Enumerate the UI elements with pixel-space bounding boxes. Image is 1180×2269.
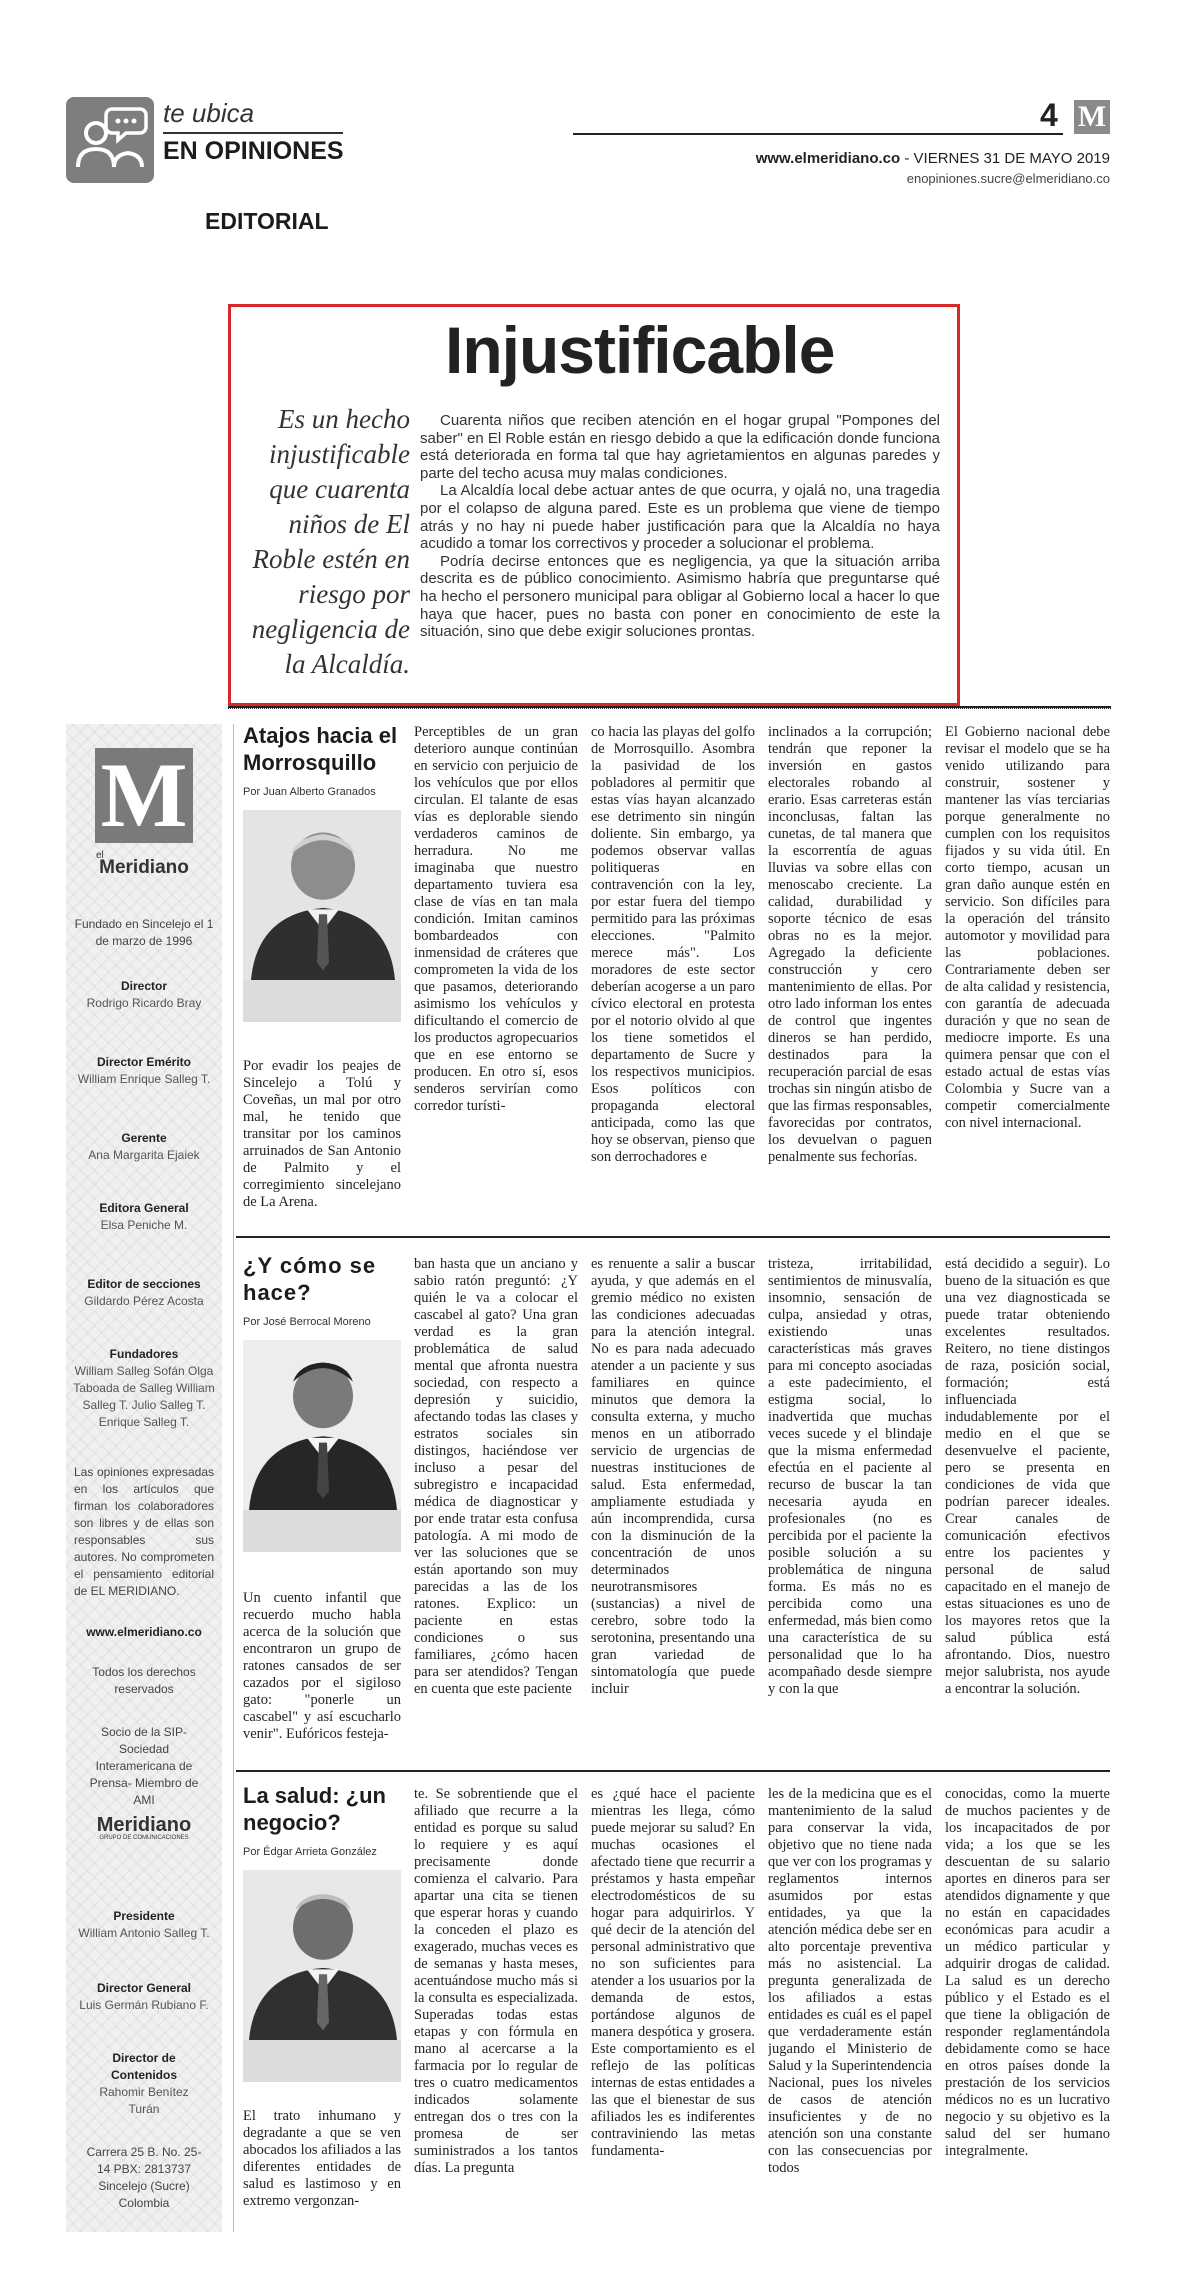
article-lead: Por evadir los peajes de Sincelejo a Tolú y Coveñas, un mal por otro mal, he tenido que transitar por los caminos arruinados de San Antonio de Palmito y el corregimiento sincelejano de La Arena. (243, 1058, 401, 1210)
article-column: co hacia las playas del golfo de Morrosquillo. Asombra la pasividad de los pobladores al permitir que estas vías hayan alcanzado ese detrimento sin ningún doliente. Sin embargo, ya podemos observar vallas politiqueras en contravención con la ley, por estar fuera del tiempo permitido para las próximas elecciones. "Palmito merece más". Los moradores de este sector deberían acogerse a un paro cívico electoral en protesta por el notorio olvido al que los tiene sometidos el departamento de Sucre y los respectivos municipios. Esos políticos con propaganda electoral anticipada, como las que hoy se observan, pienso que son derrochadores e (591, 724, 755, 1165)
article-byline: Por José Berrocal Moreno (243, 1316, 371, 1328)
page-header (0, 0, 1180, 240)
article-column: te. Se sobrentiende que el afiliado que recurre a la entidad es porque su salud lo requiere y es aquí precisamente donde comienza el calvario. Para apartar una cita se tienen que esperar horas y cuando la conceden el plazo es exagerado, muchas veces es de semanas y hasta meses, acentuándose mucho más si la consulta es especializada. Superadas todas estas etapas y con fórmula en mano al acercarse a la farmacia por lo regular de tres o cuatro medicamentos indicados solamente entregan dos o tres con la promesa de ser suministrados a los tantos días. La pregunta (414, 1786, 578, 2176)
article-column: es ¿qué hace el paciente mientras les llega, cómo puede mejorar su salud? En muchas ocasiones el afectado tiene que recurrir a préstamos y hasta empeñar electrodomésticos de su hogar para adquirirlos. Y qué decir de la atención del personal administrativo que no son suficientes para atender a los usuarios por la demanda de estos, portándose algunos de manera despótica y grosera. Este comportamiento es el reflejo de las políticas internas de estas entidades a las que el bienestar de sus afiliados les es indiferentes contraviniendo las metas fundamenta- (591, 1786, 755, 2159)
staff-name: Luis Germán Rubiano F. (79, 1998, 209, 2012)
article-divider (236, 1770, 1110, 1772)
article-byline: Por Édgar Arrieta González (243, 1846, 377, 1858)
brand-name (66, 850, 222, 879)
kicker-te-ubica: te ubica (163, 98, 255, 128)
editorial-paragraph: La Alcaldía local debe actuar antes de que ocurra, y ojalá no, una tragedia por el colapso de alguna pared. Este es un problema que viene de tiempo atrás y no hay ni puede haber justificación para que la Alcaldía no haya acudido a tomar los correctivos y proceder a solucionar el problema. (420, 482, 940, 553)
staff-name: Rodrigo Ricardo Bray (86, 996, 202, 1010)
kicker-en-opiniones: EN OPINIONES (163, 137, 344, 165)
staff-editora (70, 1200, 218, 1234)
group-subtitle: GRUPO DE COMUNICACIONES (99, 1835, 189, 1841)
article-lead: El trato inhumano y degradante a que se ven abocados los afiliados a las diferentes entidades de salud es lastimoso y en extremo vergonzan- (243, 2108, 401, 2209)
header-rule (573, 133, 1063, 135)
contact-email[interactable]: enopiniones.sucre@elmeridiano.co (906, 171, 1110, 186)
staff-role: Editora General (99, 1201, 189, 1215)
editorial-paragraph: Cuarenta niños que reciben atención en el hogar grupal "Pompones del saber" en El Roble están en riesgo debido a que la edificación donde funciona está deteriorada en forma tal que hay agrietamientos en algunas paredes y parte del techo acusa muy malas condiciones. (420, 412, 940, 482)
article-divider (236, 1236, 1110, 1238)
sip-membership: Socio de la SIP- Sociedad Interamericana de Prensa- Miembro de AMI (89, 1725, 199, 1807)
staff-director-general (70, 1980, 218, 2014)
man-portrait-icon (243, 1870, 401, 2082)
meridiano-logo-small: M (1074, 100, 1110, 134)
group-logo (66, 1814, 222, 1841)
staff-role: Fundadores (109, 1347, 179, 1361)
editorial-title: Injustificable (445, 313, 835, 387)
editorial-paragraph: Podría decirse entonces que es negligencia, ya que la situación arriba descrita es de público conocimiento. Asimismo habría que preguntarse qué ha hecho el personero municipal para obligar al Gobierno local a hacer lo que haya que hacer, pues no basta con poner en conocimiento de este la situación, sino que debe exigir soluciones prontas. (420, 552, 940, 641)
staff-role: Director de Contenidos (111, 2051, 177, 2082)
staff-emerito (70, 1054, 218, 1088)
founded-note: Fundado en Sincelejo el 1 de marzo de 1996 (74, 917, 214, 948)
site-link[interactable]: www.elmeridiano.co (755, 150, 901, 167)
staff-name: Rahomir Benítez Turán (99, 2085, 189, 2116)
man-portrait-icon (243, 810, 401, 1022)
article-column: Perceptibles de un gran deterioro aunque continúan en servicio con perjuicio de los vehículos que por ellos circulan. El talante de esas vías es deplorable siendo verdaderos caminos de herradura. No me imaginaba que nuestro departamento tuviera esa clase de vías en tan mala condición. Imitan caminos bombardeados con inmensidad de cráteres que comprometen la vida de los que pasamos, deteriorando asimismo los vehículos y dificultando el comercio de los productos agropecuarios que en ese entorno se producen. En otro sí, esos senderos servirían como corredor turísti- (414, 724, 578, 1114)
staff-secciones (70, 1276, 218, 1310)
article-title: Atajos hacia el Morrosquillo (243, 723, 398, 775)
issue-date: - VIERNES 31 DE MAYO 2019 (900, 150, 1110, 167)
article-column: tristeza, irritabilidad, sentimientos de minusvalía, insomnio, sensación de culpa, ansiedad y otras, existiendo unas características más graves para mi concepto asociadas a este padecimiento, el estigma social, lo inadvertida que muchas veces sucede y el blindaje que la misma enfermedad efectúa en el paciente al recurso de buscar la tan necesaria ayuda en profesionales (no es percibida por el paciente la posible solución a su problemática de ninguna forma. Es más no es percibida como una enfermedad, más bien como una característica de su personalidad que lo ha acompañado desde siempre y con la que (768, 1256, 932, 1697)
editorial-pull-quote: Es un hecho injustificable que cuarenta niños de El Roble estén en riesgo por negligencia de la Alcaldía. (251, 404, 410, 679)
brand-prefix: el (96, 850, 104, 861)
staff-name: William Enrique Salleg T. (77, 1072, 211, 1086)
staff-gerente (70, 1130, 218, 1164)
group-brand: Meridiano (96, 1814, 192, 1836)
masthead-sidebar (66, 724, 222, 2232)
address: Carrera 25 B. No. 25-14 PBX: 2813737 Sincelejo (Sucre) Colombia (86, 2145, 202, 2210)
article-byline: Por Juan Alberto Granados (243, 786, 376, 798)
section-divider (228, 706, 1111, 709)
staff-contenidos (70, 2050, 218, 2118)
sidebar-website[interactable]: www.elmeridiano.co (86, 1625, 202, 1639)
rights-note: Todos los derechos reservados (92, 1665, 196, 1696)
staff-presidente (70, 1908, 218, 1942)
staff-role: Director General (96, 1981, 192, 1995)
staff-role: Gerente (121, 1131, 167, 1145)
article-title: La salud: ¿un negocio? (243, 1783, 386, 1835)
dateline (756, 150, 1110, 167)
staff-name: William Salleg Sofán Olga Taboada de Salleg William Salleg T. Julio Salleg T. Enrique Salleg T. (73, 1364, 215, 1429)
article-column: El Gobierno nacional debe revisar el modelo que se ha venido utilizando para construir, sostener y mantener las vías terciarias porque generalmente no cumplen con los requisitos fijados y su vida útil. En corto tiempo, acusan un gran daño aunque estén en servicio. Son difíciles para la operación del tránsito automotor y movilidad para las poblaciones. Contrariamente deben ser de alta calidad y resistencia, con garantía de adecuada duración y que no sean de mediocre importe. Es una quimera pensar que con el estado actual de estas vías Colombia y Sucre van a competir comercialmente con nivel internacional. (945, 724, 1110, 1131)
staff-role: Director (120, 979, 167, 993)
staff-name: Gildardo Pérez Acosta (84, 1294, 204, 1308)
disclaimer: Las opiniones expresadas en los artículos que firman los colaboradores son libres y de ellas son responsables sus autores. No comprometen el pensamiento editorial de EL MERIDIANO. (74, 1465, 214, 1598)
article-column: es renuente a salir a buscar ayuda, y que además en el gremio médico no existen las condiciones adecuadas para la atención integral. No es para nada adecuado atender a un paciente y sus familiares en quince minutos que demora la consulta externa, y mucho menos en un atiborrado servicio de urgencias de nuestras instituciones de salud. Esta enfermedad, ampliamente estudiada y aún incomprendida, cursa con la disminución de la concentración de unos determinados neurotransmisores (sustancias) a nivel de cerebro, sobre todo la serotonina, presentando una gran variedad de sintomatología que puede incluir (591, 1256, 755, 1697)
meridiano-logo: M (95, 748, 193, 843)
staff-name: William Antonio Salleg T. (78, 1926, 210, 1940)
article-title: ¿Y cómo se hace? (243, 1253, 377, 1305)
article-column: les de la medicina que es el mantenimiento de la salud para conservar la vida, objetivo que no tiene nada que ver con los programas y reglamentos internos asumidos por estas entidades, ya que la atención médica debe ser en alto porcentaje preventiva más no asistencial. La pregunta generalizada de los afiliados a estas entidades es cuál es el papel que verdaderamente están jugando el Ministerio de Salud y la Superintendencia Nacional, pues los niveles de casos de atención insuficientes y de no atención son una constante con las consecuencias por todos (768, 1786, 932, 2176)
staff-role: Editor de secciones (87, 1277, 201, 1291)
staff-role: Director Emérito (96, 1055, 192, 1069)
page-number: 4 (1040, 97, 1058, 133)
article-column: conocidas, como la muerte de muchos pacientes y de los incapacitados de por vida; a los que se les descuentan de su salario aportes en dineros para ser atendidos dignamente y que no están en capacidades económicas para acudir a un médico particular y adquirir drogas de calidad. La salud es un derecho público y el Estado es el que tiene la obligación de responder reglamentándola debidamente como se hace en otros países donde la prestación de los servicios médicos no es un lucrativo negocio y su objetivo es la salud del ser humano integralmente. (945, 1786, 1110, 2159)
brand-title: Meridiano (99, 857, 189, 878)
staff-director (70, 978, 218, 1012)
column-rule (233, 724, 234, 2232)
people-chat-icon (66, 97, 154, 183)
article-column: está decidido a seguir). Lo bueno de la situación es que una vez diagnosticada se puede tratar obteniendo excelentes resultados. Reitero, no tiene distingos de raza, posición social, formación; está influenciada indudablemente por el medio en el que se desenvuelve el paciente, pero se presenta en condiciones de vida que podrían parecer ideales. Crear canales de comunicación efectivos entre los pacientes y personal de salud capacitado en el manejo de estas situaciones es uno de los mayores retos que la salud pública está afrontando. Dios, nuestro mejor salubrista, nos ayude a encontrar la solución. (945, 1256, 1110, 1697)
staff-name: Elsa Peniche M. (100, 1218, 188, 1232)
staff-name: Ana Margarita Ejaiek (88, 1148, 200, 1162)
staff-fundadores (70, 1346, 218, 1431)
editorial-body (420, 412, 940, 641)
man-portrait-icon (243, 1340, 401, 1552)
kicker-divider (163, 132, 343, 134)
article-lead: Un cuento infantil que recuerdo mucho habla acerca de la solución que encontraron un grupo de ratones cansados de ser cazados por el sigiloso gato: "ponerle un cascabel" y así escucharlo venir". Eufóricos festeja- (243, 1590, 401, 1742)
article-column: inclinados a la corrupción; tendrán que reponer la inversión en gastos electorales robando al erario. Esas carreteras están inconclusas, faltan las cunetas, de tal manera que la escorrentía de aguas lluvias va sobre ellas con menoscabo creciente. La calidad, durabilidad y soporte técnico de esas obras no es la mejor. Agregado la deficiente construcción y cero mantenimiento de ellas. Por otro lado informan los entes de control que ingentes dineros se han perdido, destinados para la recuperación parcial de esas trochas sin ningún atisbo de que las firmas responsables, favorecidas por contratos, los devuelvan o paguen penalmente sus fechorías. (768, 724, 932, 1165)
staff-role: Presidente (113, 1909, 175, 1923)
article-column: ban hasta que un anciano y sabio ratón preguntó: ¿Y quién le va a colocar el cascabel al gato? Una gran verdad es la gran problemática de salud mental que afronta nuestra sociedad, con respecto a depresión y suicidio, afectando todas las clases y estratos sociales sin distingos, haciéndose ver incluso a pesar del subregistro e incapacidad médica de diagnosticar y por ende tratar esta confusa patología. A mi modo de ver las soluciones que se están aportando son muy parecidas a las de los ratones. Explico: un paciente en estas condiciones o sus familiares, ¿cómo hacen para ser atendidos? Tengan en cuenta que este paciente (414, 1256, 578, 1697)
section-label: EDITORIAL (205, 208, 329, 234)
